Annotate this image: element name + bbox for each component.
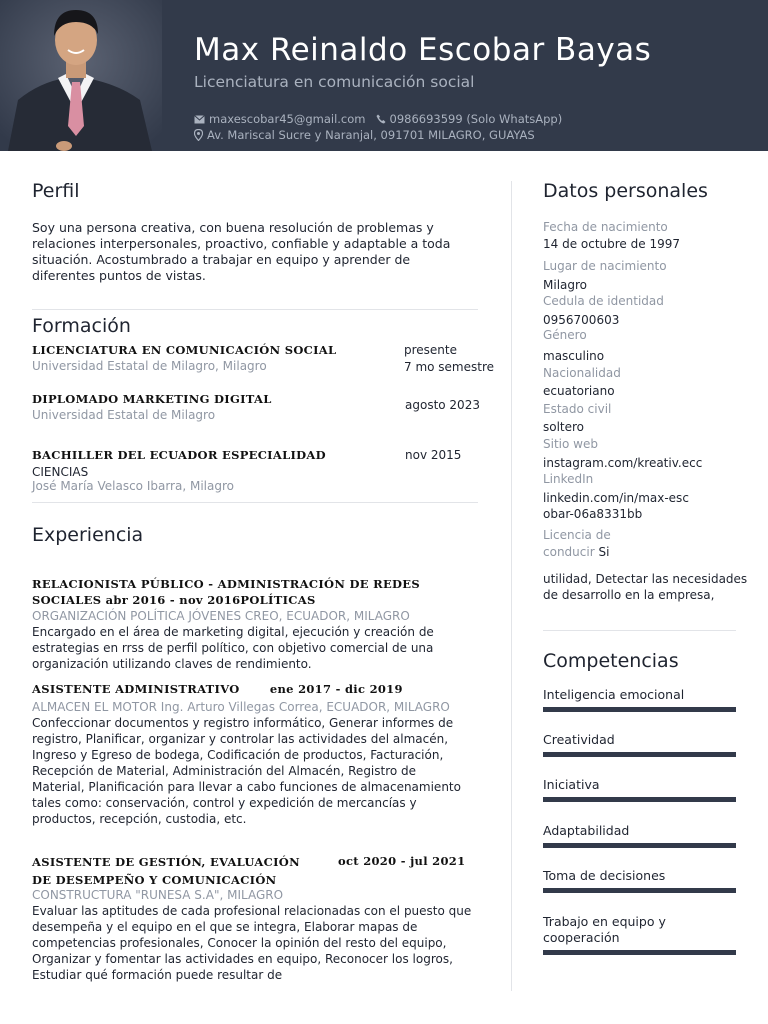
section-divider: [543, 630, 736, 631]
skill-bar: [543, 950, 736, 955]
candidate-name: Max Reinaldo Escobar Bayas: [194, 32, 652, 68]
education-heading: Formación: [32, 315, 131, 337]
education-title: LICENCIATURA EN COMUNICACIÓN SOCIAL: [32, 343, 337, 357]
website-label: Sitio web: [543, 437, 598, 451]
license-row: [543, 545, 609, 559]
license-value: Si: [598, 545, 610, 559]
extra-text: utilidad, Detectar las necesidades de desarrollo en la empresa,: [543, 572, 748, 602]
skill-label: Adaptabilidad: [543, 823, 630, 838]
education-date: presente: [404, 343, 457, 357]
experience-organization: CONSTRUCTURA "RUNESA S.A", MILAGRO: [32, 888, 284, 902]
experience-organization: ORGANIZACIÓN POLÍTICA JÓVENES CREO, ECUADOR, MILAGRO: [32, 609, 410, 623]
phone-text[interactable]: 0986693599 (Solo WhatsApp): [389, 112, 563, 126]
nationality-value: ecuatoriano: [543, 384, 615, 398]
experience-organization: ALMACEN EL MOTOR Ing. Arturo Villegas Correa, ECUADOR, MILAGRO: [32, 700, 450, 714]
education-date: agosto 2023: [405, 398, 480, 412]
experience-description: Confeccionar documentos y registro informático, Generar informes de registro, Planificar, organizar y controlar las actividades del almacén, Ingreso y Egreso de bodega, Codificación de productos, Facturación, Recepción de Material, Administración del Almacén, Registro de Material, Planificación para llevar a cabo funciones de almacenamiento tales como: conservación, control y expedición de mercancías y productos, recepción, custodia, etc.: [32, 716, 461, 826]
skill-item: [543, 914, 693, 946]
license-label-continued: conducir: [543, 545, 595, 559]
location-pin-icon: [194, 129, 203, 141]
website-link[interactable]: instagram.com/kreativ.ecc: [543, 456, 703, 470]
experience-header: [32, 853, 472, 887]
email-text[interactable]: maxescobar45@gmail.com: [209, 112, 366, 126]
gender-label: Género: [543, 328, 587, 342]
skill-item: [543, 687, 736, 703]
gender-value: masculino: [543, 349, 605, 363]
contact-line-2: [194, 128, 535, 142]
birth-date-value: 14 de octubre de 1997: [543, 237, 680, 251]
email-icon: [194, 115, 205, 124]
birth-date-label: Fecha de nacimiento: [543, 220, 668, 234]
side-column: [543, 180, 758, 945]
education-institution: José María Velasco Ibarra, Milagro: [32, 479, 234, 493]
birth-place-value: Milagro: [543, 278, 588, 292]
experience-title: ASISTENTE DE GESTIÓN, EVALUACIÓN DE DESEMPEÑO Y COMUNICACIÓN: [32, 855, 300, 887]
experience-date: ene 2017 - dic 2019: [269, 682, 403, 696]
experience-description: Encargado en el área de marketing digital, ejecución y creación de estrategias en rrss de perfil político, con objetivo comercial de una organización utilizando claves de rendimiento.: [32, 625, 434, 671]
experience-description: Evaluar las aptitudes de cada profesional relacionadas con el puesto que desempeña y el equipo en el que se integra, Elaborar mapas de competencias profesionales, Conocer la opinión del resto del equipo, Organizar y fomentar las actividades en equipo, Reconocer los logros, Estudiar qué formación puede resultar de: [32, 904, 472, 982]
education-title-continued: CIENCIAS: [32, 465, 89, 479]
address-text: Av. Mariscal Sucre y Naranjal, 091701 MILAGRO, GUAYAS: [207, 128, 535, 142]
education-title: DIPLOMADO MARKETING DIGITAL: [32, 392, 272, 406]
experience-item: [32, 576, 472, 672]
skill-label: Trabajo en equipo y cooperación: [543, 914, 666, 945]
skills-heading: Competencias: [543, 650, 679, 672]
education-item: [32, 343, 502, 373]
skill-label: Inteligencia emocional: [543, 687, 685, 702]
skill-item: [543, 732, 736, 748]
experience-date: oct 2020 - jul 2021: [338, 854, 466, 868]
skill-bar: [543, 707, 736, 712]
skill-bar: [543, 752, 736, 757]
education-item: [32, 392, 502, 422]
contact-line-1: [194, 112, 562, 126]
education-institution: Universidad Estatal de Milagro, Milagro: [32, 359, 267, 373]
skill-item: [543, 777, 736, 793]
section-divider: [32, 309, 478, 310]
experience-heading: Experiencia: [32, 524, 144, 546]
phone-icon: [376, 114, 386, 124]
education-item: [32, 448, 502, 493]
civil-status-value: soltero: [543, 420, 585, 434]
education-institution: Universidad Estatal de Milagro: [32, 408, 216, 422]
education-date: nov 2015: [405, 448, 462, 462]
skill-item: [543, 823, 736, 839]
skill-bar: [543, 843, 736, 848]
profile-photo: [0, 0, 162, 151]
license-label: Licencia de: [543, 528, 611, 542]
resume-header: [0, 0, 768, 151]
civil-status-label: Estado civil: [543, 402, 612, 416]
experience-title: [32, 681, 472, 697]
nationality-label: Nacionalidad: [543, 366, 621, 380]
personal-data-heading: Datos personales: [543, 180, 708, 202]
skill-bar: [543, 888, 736, 893]
experience-item: [32, 681, 472, 827]
id-value: 0956700603: [543, 313, 620, 327]
profile-heading: Perfil: [32, 180, 80, 202]
skill-label: Toma de decisiones: [543, 868, 666, 883]
skill-label: Iniciativa: [543, 777, 600, 792]
linkedin-link[interactable]: linkedin.com/in/max-escobar-06a8331bb: [543, 491, 689, 521]
column-divider: [511, 181, 512, 991]
skill-item: [543, 868, 736, 884]
experience-role: ASISTENTE ADMINISTRATIVO: [32, 682, 240, 696]
skill-bar: [543, 797, 736, 802]
skill-label: Creatividad: [543, 732, 615, 747]
experience-title: RELACIONISTA PÚBLICO - ADMINISTRACIÓN DE REDES SOCIALES abr 2016 - nov 2016POLÍTICAS: [32, 577, 420, 607]
profile-text: Soy una persona creativa, con buena resolución de problemas y relaciones interpersonales, proactivo, confiable y adaptable a toda situación. Acostumbrado a trabajar en equipo y aprender de diferentes puntos de vistas.: [32, 220, 451, 283]
education-title: BACHILLER DEL ECUADOR ESPECIALIDAD: [32, 448, 326, 462]
section-divider: [32, 502, 478, 503]
birth-place-label: Lugar de nacimiento: [543, 259, 667, 273]
id-label: Cedula de identidad: [543, 294, 664, 308]
candidate-title: Licenciatura en comunicación social: [194, 73, 475, 91]
education-date-detail: 7 mo semestre: [404, 360, 495, 374]
linkedin-label: LinkedIn: [543, 472, 594, 486]
experience-item: [32, 853, 472, 983]
main-column: [32, 180, 495, 982]
